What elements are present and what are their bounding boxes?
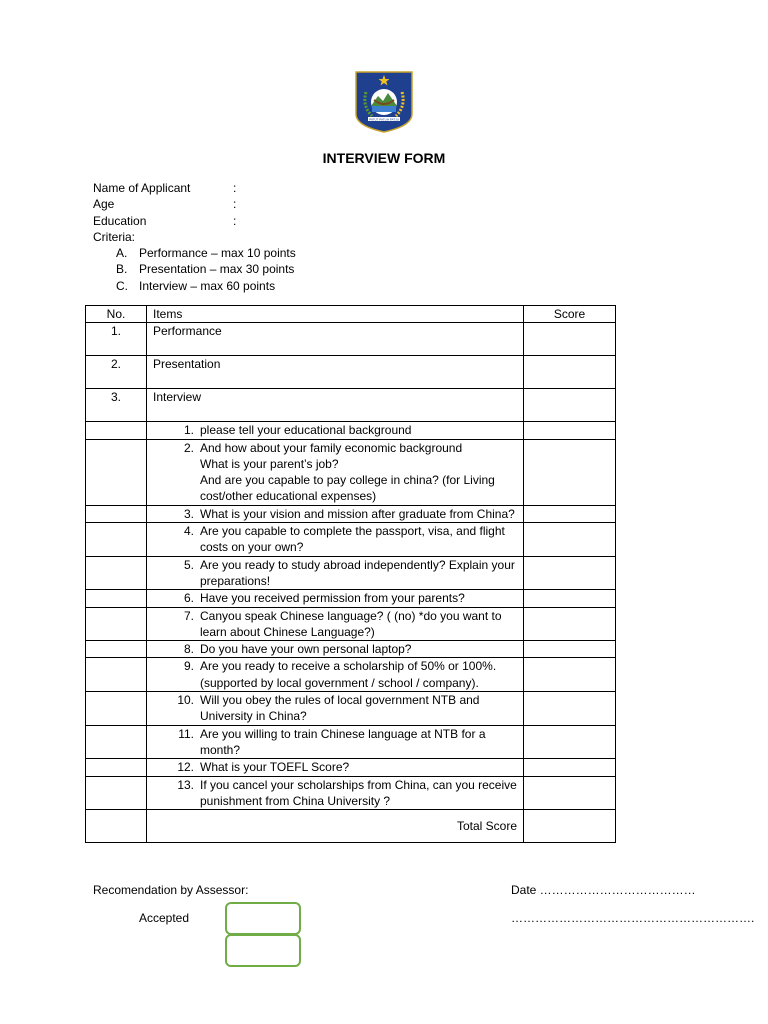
question-cell <box>147 439 524 505</box>
table-row <box>86 323 616 356</box>
field-age-row <box>93 196 236 212</box>
question-number: 4. <box>183 524 194 539</box>
score-cell[interactable] <box>524 356 616 389</box>
table-row <box>86 523 616 557</box>
empty-cell <box>86 692 147 726</box>
table-row <box>86 356 616 389</box>
criteria-item <box>116 261 296 277</box>
question-text: Are you capable to complete the passport, visa, and flight costs on your own? <box>200 524 505 555</box>
empty-cell <box>86 776 147 810</box>
empty-cell <box>86 725 147 759</box>
question-cell <box>147 641 524 658</box>
table-row <box>86 776 616 810</box>
question-text: Have you received permission from your parents? <box>200 591 465 606</box>
question-cell <box>147 590 524 607</box>
empty-cell <box>86 641 147 658</box>
table-row <box>86 759 616 776</box>
question-cell <box>147 523 524 557</box>
score-cell[interactable] <box>524 692 616 726</box>
logo-motto: PATUT PATUH PATJU <box>369 117 399 122</box>
section-item: Presentation <box>147 356 524 389</box>
score-cell[interactable] <box>524 323 616 356</box>
empty-cell <box>86 439 147 505</box>
section-number: 1. <box>86 323 147 356</box>
question-number: 8. <box>183 642 194 657</box>
field-label: Name of Applicant <box>93 181 191 195</box>
criteria-letter: C. <box>116 278 128 293</box>
question-number: 9. <box>183 659 194 674</box>
rejected-checkbox[interactable] <box>225 934 301 967</box>
question-text: Are you ready to study abroad independently? Explain your preparations! <box>200 557 515 588</box>
question-cell <box>147 759 524 776</box>
table-row <box>86 725 616 759</box>
empty-cell <box>86 556 147 590</box>
score-cell[interactable] <box>524 641 616 658</box>
question-number: 6. <box>183 591 194 606</box>
question-cell <box>147 422 524 439</box>
empty-cell <box>86 422 147 439</box>
total-row <box>86 810 616 843</box>
question-text: Will you obey the rules of local government NTB and University in China? <box>200 693 480 724</box>
table-row <box>86 607 616 641</box>
criteria-text: Performance – max 10 points <box>139 246 296 260</box>
question-cell <box>147 725 524 759</box>
score-cell[interactable] <box>524 658 616 692</box>
applicant-fields <box>93 180 236 245</box>
ntb-emblem-logo <box>354 70 414 134</box>
criteria-item <box>116 245 296 261</box>
empty-cell <box>86 810 147 843</box>
section-item: Interview <box>147 389 524 422</box>
date-line: Date ………………………………… <box>511 883 696 897</box>
field-education-row <box>93 213 236 229</box>
question-number: 11. <box>178 726 194 741</box>
question-text: Are you ready to receive a scholarship of 50% or 100%. (supported by local government / school / company). <box>200 659 497 690</box>
question-cell <box>147 505 524 522</box>
question-number: 2. <box>183 440 194 455</box>
question-text: What is your TOEFL Score? <box>200 760 350 775</box>
criteria-letter: B. <box>116 262 128 277</box>
criteria-label: Criteria: <box>93 229 136 244</box>
field-separator: : <box>233 213 237 228</box>
score-cell[interactable] <box>524 523 616 557</box>
score-cell[interactable] <box>524 389 616 422</box>
criteria-letter: A. <box>116 246 128 260</box>
table-row <box>86 590 616 607</box>
section-number: 3. <box>86 389 147 422</box>
question-number: 13. <box>177 777 194 792</box>
criteria-list <box>116 245 296 294</box>
total-score-cell[interactable] <box>524 810 616 843</box>
score-cell[interactable] <box>524 776 616 810</box>
header-items: Items <box>147 306 524 323</box>
empty-cell <box>86 759 147 776</box>
empty-cell <box>86 607 147 641</box>
score-cell[interactable] <box>524 590 616 607</box>
field-label: Age <box>93 197 115 212</box>
question-text: If you cancel your scholarships from China, can you receive punishment from China University ? <box>200 777 517 808</box>
accepted-checkbox[interactable] <box>225 902 301 935</box>
field-name-row <box>93 180 236 196</box>
question-text: And how about your family economic background What is your parent’s job? And are you capable to pay college in china? (for Living cost/other educational expenses) <box>200 440 495 504</box>
score-cell[interactable] <box>524 439 616 505</box>
score-cell[interactable] <box>524 505 616 522</box>
table-row <box>86 505 616 522</box>
question-cell <box>147 607 524 641</box>
field-separator: : <box>233 197 237 212</box>
question-cell <box>147 556 524 590</box>
table-row <box>86 389 616 422</box>
criteria-item <box>116 278 296 294</box>
score-cell[interactable] <box>524 725 616 759</box>
question-number: 1. <box>183 423 194 438</box>
table-row <box>86 556 616 590</box>
question-text: Are you willing to train Chinese language at NTB for a month? <box>200 726 486 757</box>
table-row <box>86 422 616 439</box>
empty-cell <box>86 658 147 692</box>
signature-line: ……………………………………………………. <box>511 911 755 925</box>
total-score-label: Total Score <box>147 810 524 843</box>
question-cell <box>147 658 524 692</box>
empty-cell <box>86 590 147 607</box>
field-separator: : <box>233 181 237 195</box>
criteria-text: Presentation – max 30 points <box>139 262 295 277</box>
recommendation-label: Recomendation by Assessor: <box>93 883 249 897</box>
question-text: Do you have your own personal laptop? <box>200 642 412 657</box>
page-title: INTERVIEW FORM <box>322 150 446 166</box>
score-cell[interactable] <box>524 607 616 641</box>
header-no: No. <box>86 306 147 323</box>
table-row <box>86 641 616 658</box>
question-text: What is your vision and mission after graduate from China? <box>200 506 515 521</box>
section-item: Performance <box>147 323 524 356</box>
score-table <box>85 305 616 843</box>
question-cell <box>147 776 524 810</box>
question-number: 12. <box>177 760 194 775</box>
question-number: 10. <box>177 693 194 708</box>
score-cell[interactable] <box>524 759 616 776</box>
table-row <box>86 658 616 692</box>
table-row <box>86 439 616 505</box>
table-row <box>86 692 616 726</box>
score-cell[interactable] <box>524 556 616 590</box>
question-number: 7. <box>183 608 194 623</box>
criteria-text: Interview – max 60 points <box>139 278 276 293</box>
header-score: Score <box>524 306 616 323</box>
question-number: 5. <box>183 557 194 572</box>
accepted-label: Accepted <box>139 911 190 925</box>
question-text: please tell your educational background <box>200 423 412 438</box>
table-header-row <box>86 306 616 323</box>
question-text: Canyou speak Chinese language? ( (no) *do you want to learn about Chinese Language?) <box>200 608 502 639</box>
question-cell <box>147 692 524 726</box>
empty-cell <box>86 505 147 522</box>
empty-cell <box>86 523 147 557</box>
section-number: 2. <box>86 356 147 389</box>
field-label: Education <box>93 213 147 228</box>
question-number: 3. <box>183 506 194 521</box>
score-cell[interactable] <box>524 422 616 439</box>
